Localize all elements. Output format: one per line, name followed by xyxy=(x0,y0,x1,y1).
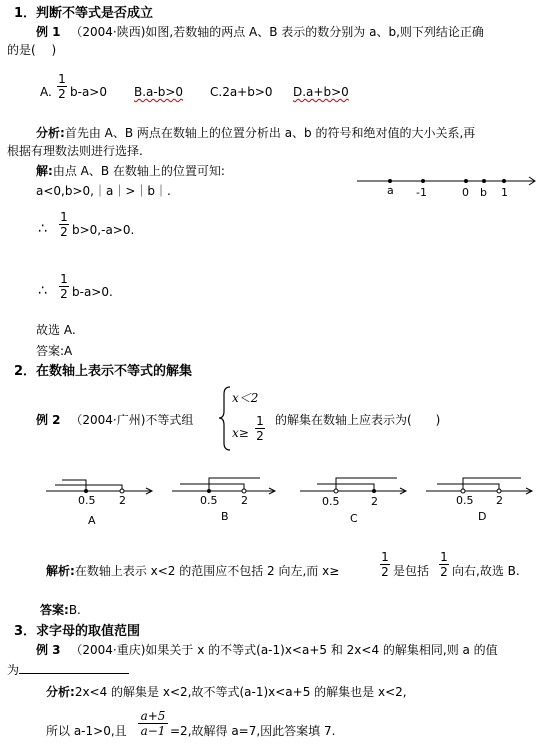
analysis-1-line-2: 根据有理数法则进行选择. xyxy=(7,144,143,158)
therefore-1-text: b>0,-a>0. xyxy=(72,223,135,237)
final-line-post: =2,故解得 a=7,因此答案填 7. xyxy=(170,724,336,738)
analysis-2-text-post: 向右,故选 B. xyxy=(452,564,520,578)
example-3-text: 如果关于 x 的不等式(a-1)x<a+5 和 2x<4 的解集相同,则 a 的值 xyxy=(145,643,498,657)
analysis-2-pre xyxy=(46,562,339,579)
choose-a: 故选 A. xyxy=(36,323,76,337)
therefore-symbol-2: ∴ xyxy=(38,283,47,299)
fraction-numerator: 1 xyxy=(60,210,68,224)
svg-text:2: 2 xyxy=(241,494,248,507)
solution-1-text: 由点 A、B 在数轴上的位置可知: xyxy=(52,164,225,178)
fraction-numerator: 1 xyxy=(440,550,448,564)
example-2-source: （2004·广州) xyxy=(70,413,146,427)
option-a-prefix: A. xyxy=(40,85,52,99)
label-b: b xyxy=(480,186,487,199)
example-2-label: 例 2 xyxy=(36,413,61,427)
svg-text:0.5: 0.5 xyxy=(200,494,218,507)
analysis-2-fraction-2 xyxy=(439,550,449,579)
example-3-label: 例 3 xyxy=(36,643,61,657)
svg-text:0.5: 0.5 xyxy=(322,495,340,508)
svg-text:D: D xyxy=(478,510,487,523)
fraction-numerator: 1 xyxy=(381,550,389,564)
analysis-2-label: 解析: xyxy=(46,564,75,578)
analysis-2-text-pre: 在数轴上表示 x<2 的范围应不包括 2 向左,而 x≥ xyxy=(74,564,340,578)
option-b: B.a-b>0 xyxy=(134,85,184,99)
graph-b xyxy=(172,478,275,523)
graph-c xyxy=(300,478,406,525)
fraction-denominator: 2 xyxy=(440,565,448,579)
analysis-1-label: 分析: xyxy=(36,126,65,140)
answer-2-value: B. xyxy=(68,603,81,617)
svg-text:2: 2 xyxy=(119,494,126,507)
graph-d xyxy=(426,478,532,523)
therefore-symbol-1: ∴ xyxy=(38,221,47,237)
graph-a xyxy=(46,480,152,527)
example-2-text-pre: 不等式组 xyxy=(145,413,194,427)
answer-2-label: 答案: xyxy=(40,603,69,617)
fraction-denominator: a−1 xyxy=(140,724,166,738)
fraction-denominator: 2 xyxy=(58,87,66,101)
example-3-text-2: 为 xyxy=(7,663,20,677)
fraction-denominator: 2 xyxy=(60,287,68,301)
fraction-denominator: 2 xyxy=(60,225,68,239)
svg-text:0.5: 0.5 xyxy=(78,494,96,507)
system-inequality-1: x＜2 xyxy=(232,391,259,405)
example-3-line-1 xyxy=(36,641,498,658)
solution-1-label: 解: xyxy=(36,164,53,178)
option-a-text: b-a>0 xyxy=(70,85,107,99)
section-3-heading: 3．求字母的取值范围 xyxy=(14,624,141,639)
option-d: D.a+b>0 xyxy=(293,85,349,99)
fraction-numerator: 1 xyxy=(60,272,68,286)
final-line-pre: 所以 a-1>0,且 xyxy=(46,724,127,738)
svg-text:C: C xyxy=(350,512,358,525)
option-c: C.2a+b>0 xyxy=(210,85,273,99)
analysis-3-line xyxy=(46,683,407,700)
label-minus-one: -1 xyxy=(416,186,427,199)
example-3-line-2 xyxy=(7,661,129,678)
analysis-1-text: 首先由 A、B 两点在数轴上的位置分析出 a、b 的符号和绝对值的大小关系,再 xyxy=(64,126,476,140)
solution-1-condition: a<0,b>0,｜a｜>｜b｜. xyxy=(36,184,171,198)
svg-text:2: 2 xyxy=(371,495,378,508)
analysis-3-label: 分析: xyxy=(46,685,75,699)
section-1-heading: 1．判断不等式是否成立 xyxy=(14,6,154,21)
fraction-denominator: 2 xyxy=(256,429,264,443)
label-one: 1 xyxy=(501,186,508,199)
svg-text:2: 2 xyxy=(496,494,503,507)
analysis-2-text-mid: 是包括 xyxy=(393,564,430,578)
fraction-numerator: 1 xyxy=(58,72,66,86)
therefore-2-text: b-a>0. xyxy=(72,285,113,299)
svg-text:B: B xyxy=(221,510,229,523)
answer-blank xyxy=(19,662,129,674)
fraction-numerator: 1 xyxy=(256,414,264,428)
fraction-numerator: a+5 xyxy=(140,709,166,723)
example-1-text: 如图,若数轴的两点 A、B 表示的数分别为 a、b,则下列结论正确 xyxy=(145,25,484,39)
example-3-source: （2004·重庆) xyxy=(70,643,146,657)
example-1-line-2: 的是( ) xyxy=(7,43,57,57)
svg-text:0.5: 0.5 xyxy=(456,494,474,507)
system-inequality-2: x≥ xyxy=(232,426,249,440)
analysis-2-fraction-1 xyxy=(380,550,390,579)
example-1-label: 例 1 xyxy=(36,25,61,39)
example-2-text-post: 的解集在数轴上应表示为( ) xyxy=(275,413,441,427)
answer-2 xyxy=(40,601,81,618)
answer-1: 答案:A xyxy=(36,344,73,358)
svg-text:A: A xyxy=(88,514,96,527)
label-zero: 0 xyxy=(462,186,469,199)
final-fraction xyxy=(138,709,168,738)
analysis-3-text: 2x<4 的解集是 x<2,故不等式(a-1)x<a+5 的解集也是 x<2, xyxy=(74,685,407,699)
fraction-denominator: 2 xyxy=(381,565,389,579)
example-1-source: （2004·陕西) xyxy=(70,25,146,39)
section-2-heading: 2．在数轴上表示不等式的解集 xyxy=(14,364,193,379)
label-a: a xyxy=(387,184,394,197)
